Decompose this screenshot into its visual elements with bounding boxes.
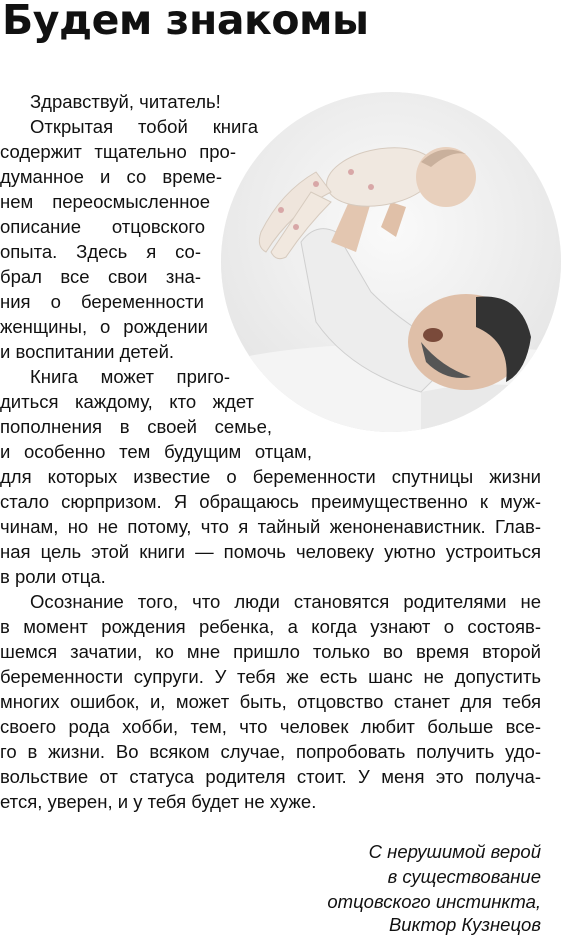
text-line: ния о беременности — [0, 291, 204, 312]
text-line: своего рода хобби, тем, что человек любит больше все- — [0, 716, 541, 737]
signature-line: отцовского инстинкта, — [327, 891, 541, 912]
text-line: опыта. Здесь я со- — [0, 241, 201, 262]
text-line: и воспитании детей. — [0, 341, 175, 362]
text-line: и особенно тем будущим отцам, — [0, 441, 312, 462]
text-line: пополнения в своей семье, — [0, 416, 272, 437]
text-line: женщины, о рождении — [0, 316, 208, 337]
text-line: нем переосмысленное — [0, 191, 210, 212]
text-line: ется, уверен, и у тебя будет не хуже. — [0, 791, 317, 812]
signature-line: С нерушимой верой — [368, 841, 541, 862]
text-line: Открытая тобой книга — [30, 116, 258, 137]
text-line: чинам, но не потому, что я тайный женоненавистник. Глав- — [0, 516, 541, 537]
text-line: го в жизни. Во всяком случае, попробовать получить удо- — [0, 741, 541, 762]
signature-author: Виктор Кузнецов — [388, 914, 541, 935]
text-line: диться каждому, кто ждет — [0, 391, 254, 412]
text-line: Книга может приго- — [30, 366, 230, 387]
text-line: в момент рождения ребенка, а когда узнают о состояв- — [0, 616, 541, 637]
father-baby-photo — [221, 92, 561, 432]
text-line: Осознание того, что люди становятся родителями не — [30, 591, 541, 612]
text-line: содержит тщательно про- — [0, 141, 236, 162]
text-line: в роли отца. — [0, 566, 106, 587]
text-line: для которых известие о беременности спутницы жизни — [0, 466, 541, 487]
text-line: брал все свои зна- — [0, 266, 201, 287]
text-line: ная цель этой книги — помочь человеку уютно устроиться — [0, 541, 541, 562]
text-line: Здравствуй, читатель! — [30, 91, 221, 112]
text-line: думанное и со време- — [0, 166, 222, 187]
page-title: Будем знакомы — [2, 0, 369, 44]
text-line: многих ошибок, и, может быть, отцовство станет для тебя — [0, 691, 541, 712]
father-lifting-baby-icon — [221, 92, 561, 432]
text-line: описание отцовского — [0, 216, 205, 237]
text-line: беременности супруги. У тебя же есть шанс не допустить — [0, 666, 541, 687]
text-line: шемся зачатии, ко мне пришло только во время второй — [0, 641, 541, 662]
signature-line: в существование — [387, 866, 541, 887]
text-line: вольствие от статуса родителя стоит. У меня это получа- — [0, 766, 541, 787]
text-line: стало сюрпризом. Я обращаюсь преимущественно к муж- — [0, 491, 541, 512]
